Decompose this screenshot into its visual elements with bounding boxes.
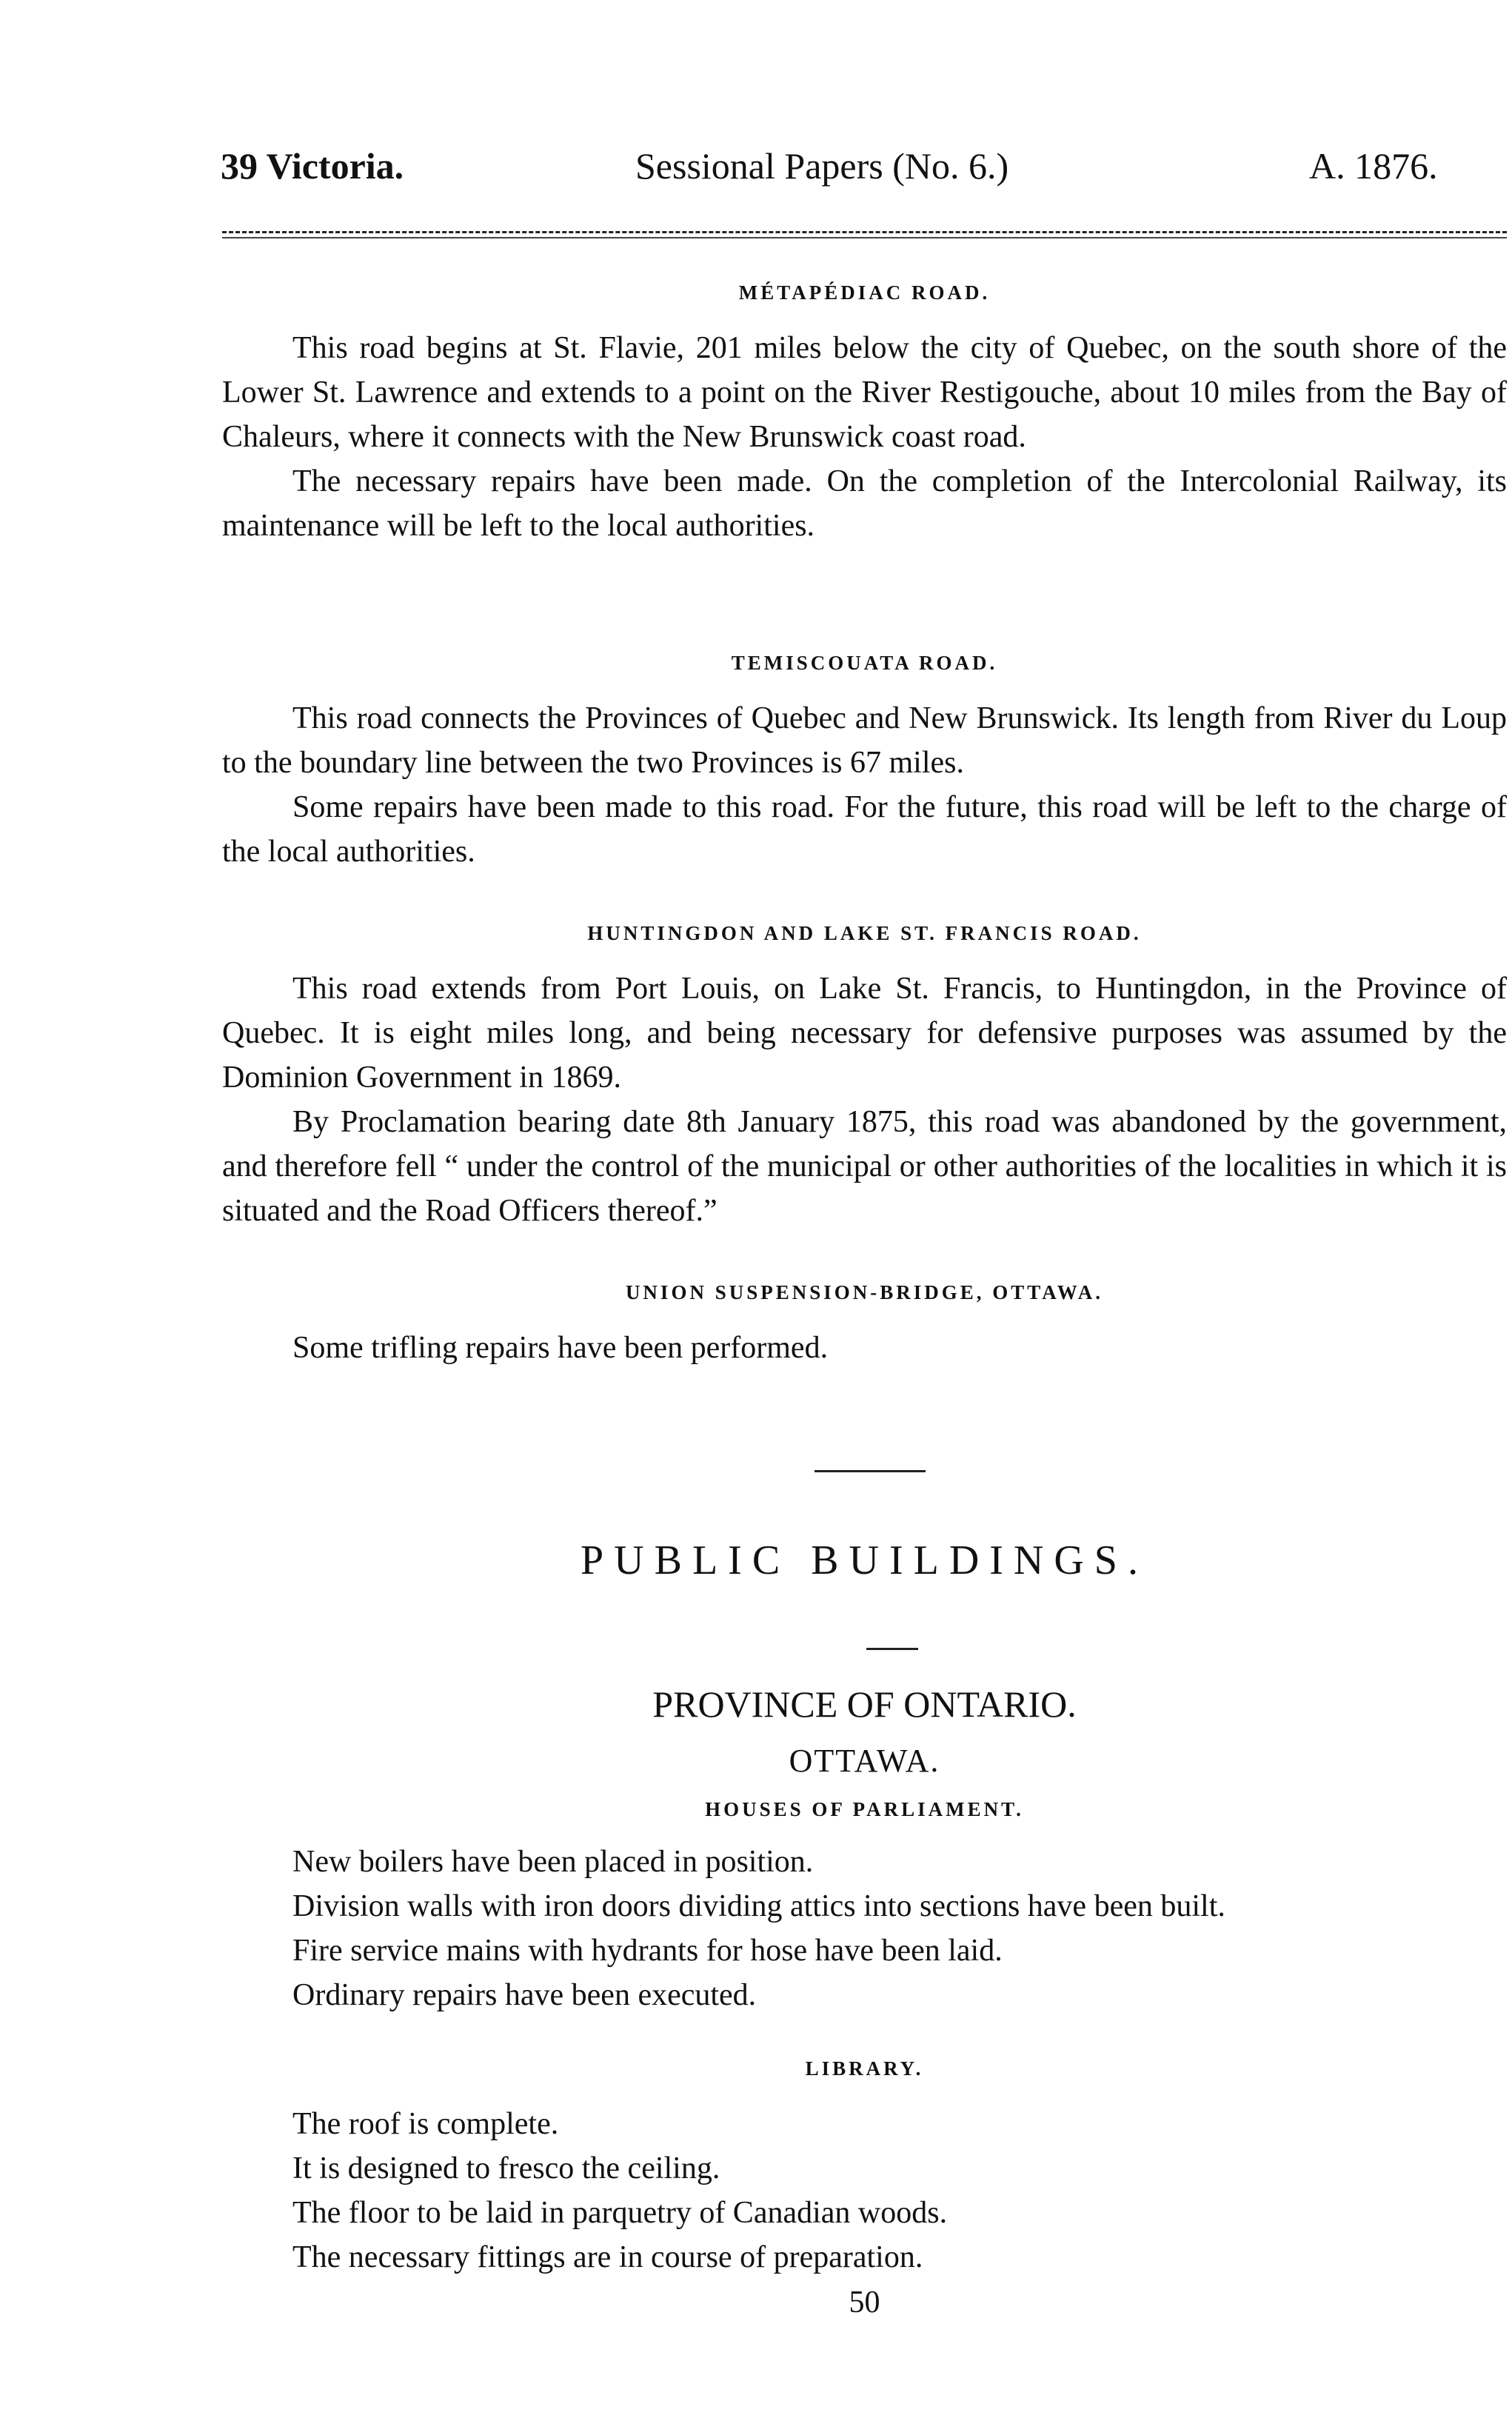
city-heading: OTTAWA. [789, 1743, 940, 1779]
section-heading: HOUSES OF PARLIAMENT. [705, 1798, 1024, 1820]
header-volume: 39 Victoria. [221, 145, 404, 187]
section-heading: HUNTINGDON AND LAKE ST. FRANCIS ROAD. [587, 922, 1142, 944]
title-divider [866, 1648, 918, 1650]
public-buildings-title: PUBLIC BUILDINGS. [581, 1537, 1148, 1583]
city-heading-block [222, 1742, 1507, 1780]
paragraph: Some trifling repairs have been performed. [292, 1331, 829, 1365]
section-union-bridge [222, 1281, 1507, 1304]
province-heading: PROVINCE OF ONTARIO. [652, 1683, 1077, 1725]
paragraph: This road begins at St. Flavie, 201 miles below the city of Quebec, on the south shore of the Lower St. Lawrence and extends to a point on the River Restigouche, about 10 miles from the Bay of Chaleurs, where it connects with the New Brunswick coast road. [222, 331, 1507, 454]
metapediac-body [222, 326, 1507, 548]
list-item: It is designed to fresco the ceiling. [292, 2151, 720, 2185]
header-rule [222, 231, 1507, 233]
library-body [222, 2102, 1507, 2280]
header-year: A. 1876. [1309, 145, 1438, 187]
paragraph: This road extends from Port Louis, on Lake St. Francis, to Huntingdon, in the Province of Quebec. It is eight miles long, and being necessary for defensive purposes was assumed by the Dominion Government in 1869. [222, 972, 1507, 1095]
province-heading-block [222, 1683, 1507, 1726]
library-heading-block [222, 2057, 1507, 2080]
list-item: Fire service mains with hydrants for hose have been laid. [292, 1934, 1003, 1968]
page-number-block [222, 2285, 1507, 2320]
list-item: Division walls with iron doors dividing attics into sections have been built. [292, 1889, 1225, 1923]
list-item: The necessary fittings are in course of preparation. [292, 2240, 923, 2274]
page-number: 50 [849, 2285, 880, 2320]
paragraph: The necessary repairs have been made. On the completion of the Intercolonial Railway, its maintenance will be left to the local authorities. [222, 464, 1507, 543]
section-metapediac-road [222, 281, 1507, 304]
section-huntingdon-road [222, 922, 1507, 945]
union-bridge-body [222, 1326, 1507, 1370]
section-temiscouata-road [222, 652, 1507, 675]
list-item: Ordinary repairs have been executed. [292, 1978, 757, 2012]
parliament-heading-block [222, 1798, 1507, 1821]
parliament-body [222, 1840, 1507, 2017]
paragraph: Some repairs have been made to this road. For the future, this road will be left to the charge of the local authorities. [222, 790, 1507, 869]
section-heading: UNION SUSPENSION-BRIDGE, OTTAWA. [625, 1281, 1104, 1303]
section-heading: MÉTAPÉDIAC ROAD. [738, 281, 991, 304]
paragraph: This road connects the Provinces of Quebec and New Brunswick. Its length from River du Loup to the boundary line between the two Provinces is 67 miles. [222, 701, 1507, 780]
section-divider [814, 1470, 926, 1472]
header-title: Sessional Papers (No. 6.) [635, 145, 1009, 187]
section-heading: TEMISCOUATA ROAD. [731, 652, 998, 674]
section-heading: LIBRARY. [805, 2057, 924, 2080]
header-rule-solid [222, 237, 1507, 238]
running-header [221, 144, 1512, 204]
paragraph: By Proclamation bearing date 8th January 1875, this road was abandoned by the government, and therefore fell “ under the control of the municipal or other authorities of the localities in which it is situated and the Road Officers thereof.” [222, 1105, 1507, 1228]
list-item: New boilers have been placed in position. [292, 1845, 814, 1879]
huntingdon-body [222, 966, 1507, 1233]
list-item: The floor to be laid in parquetry of Canadian woods. [292, 2196, 948, 2230]
temiscouata-body [222, 696, 1507, 874]
public-buildings-block [222, 1537, 1507, 1584]
list-item: The roof is complete. [292, 2107, 559, 2141]
